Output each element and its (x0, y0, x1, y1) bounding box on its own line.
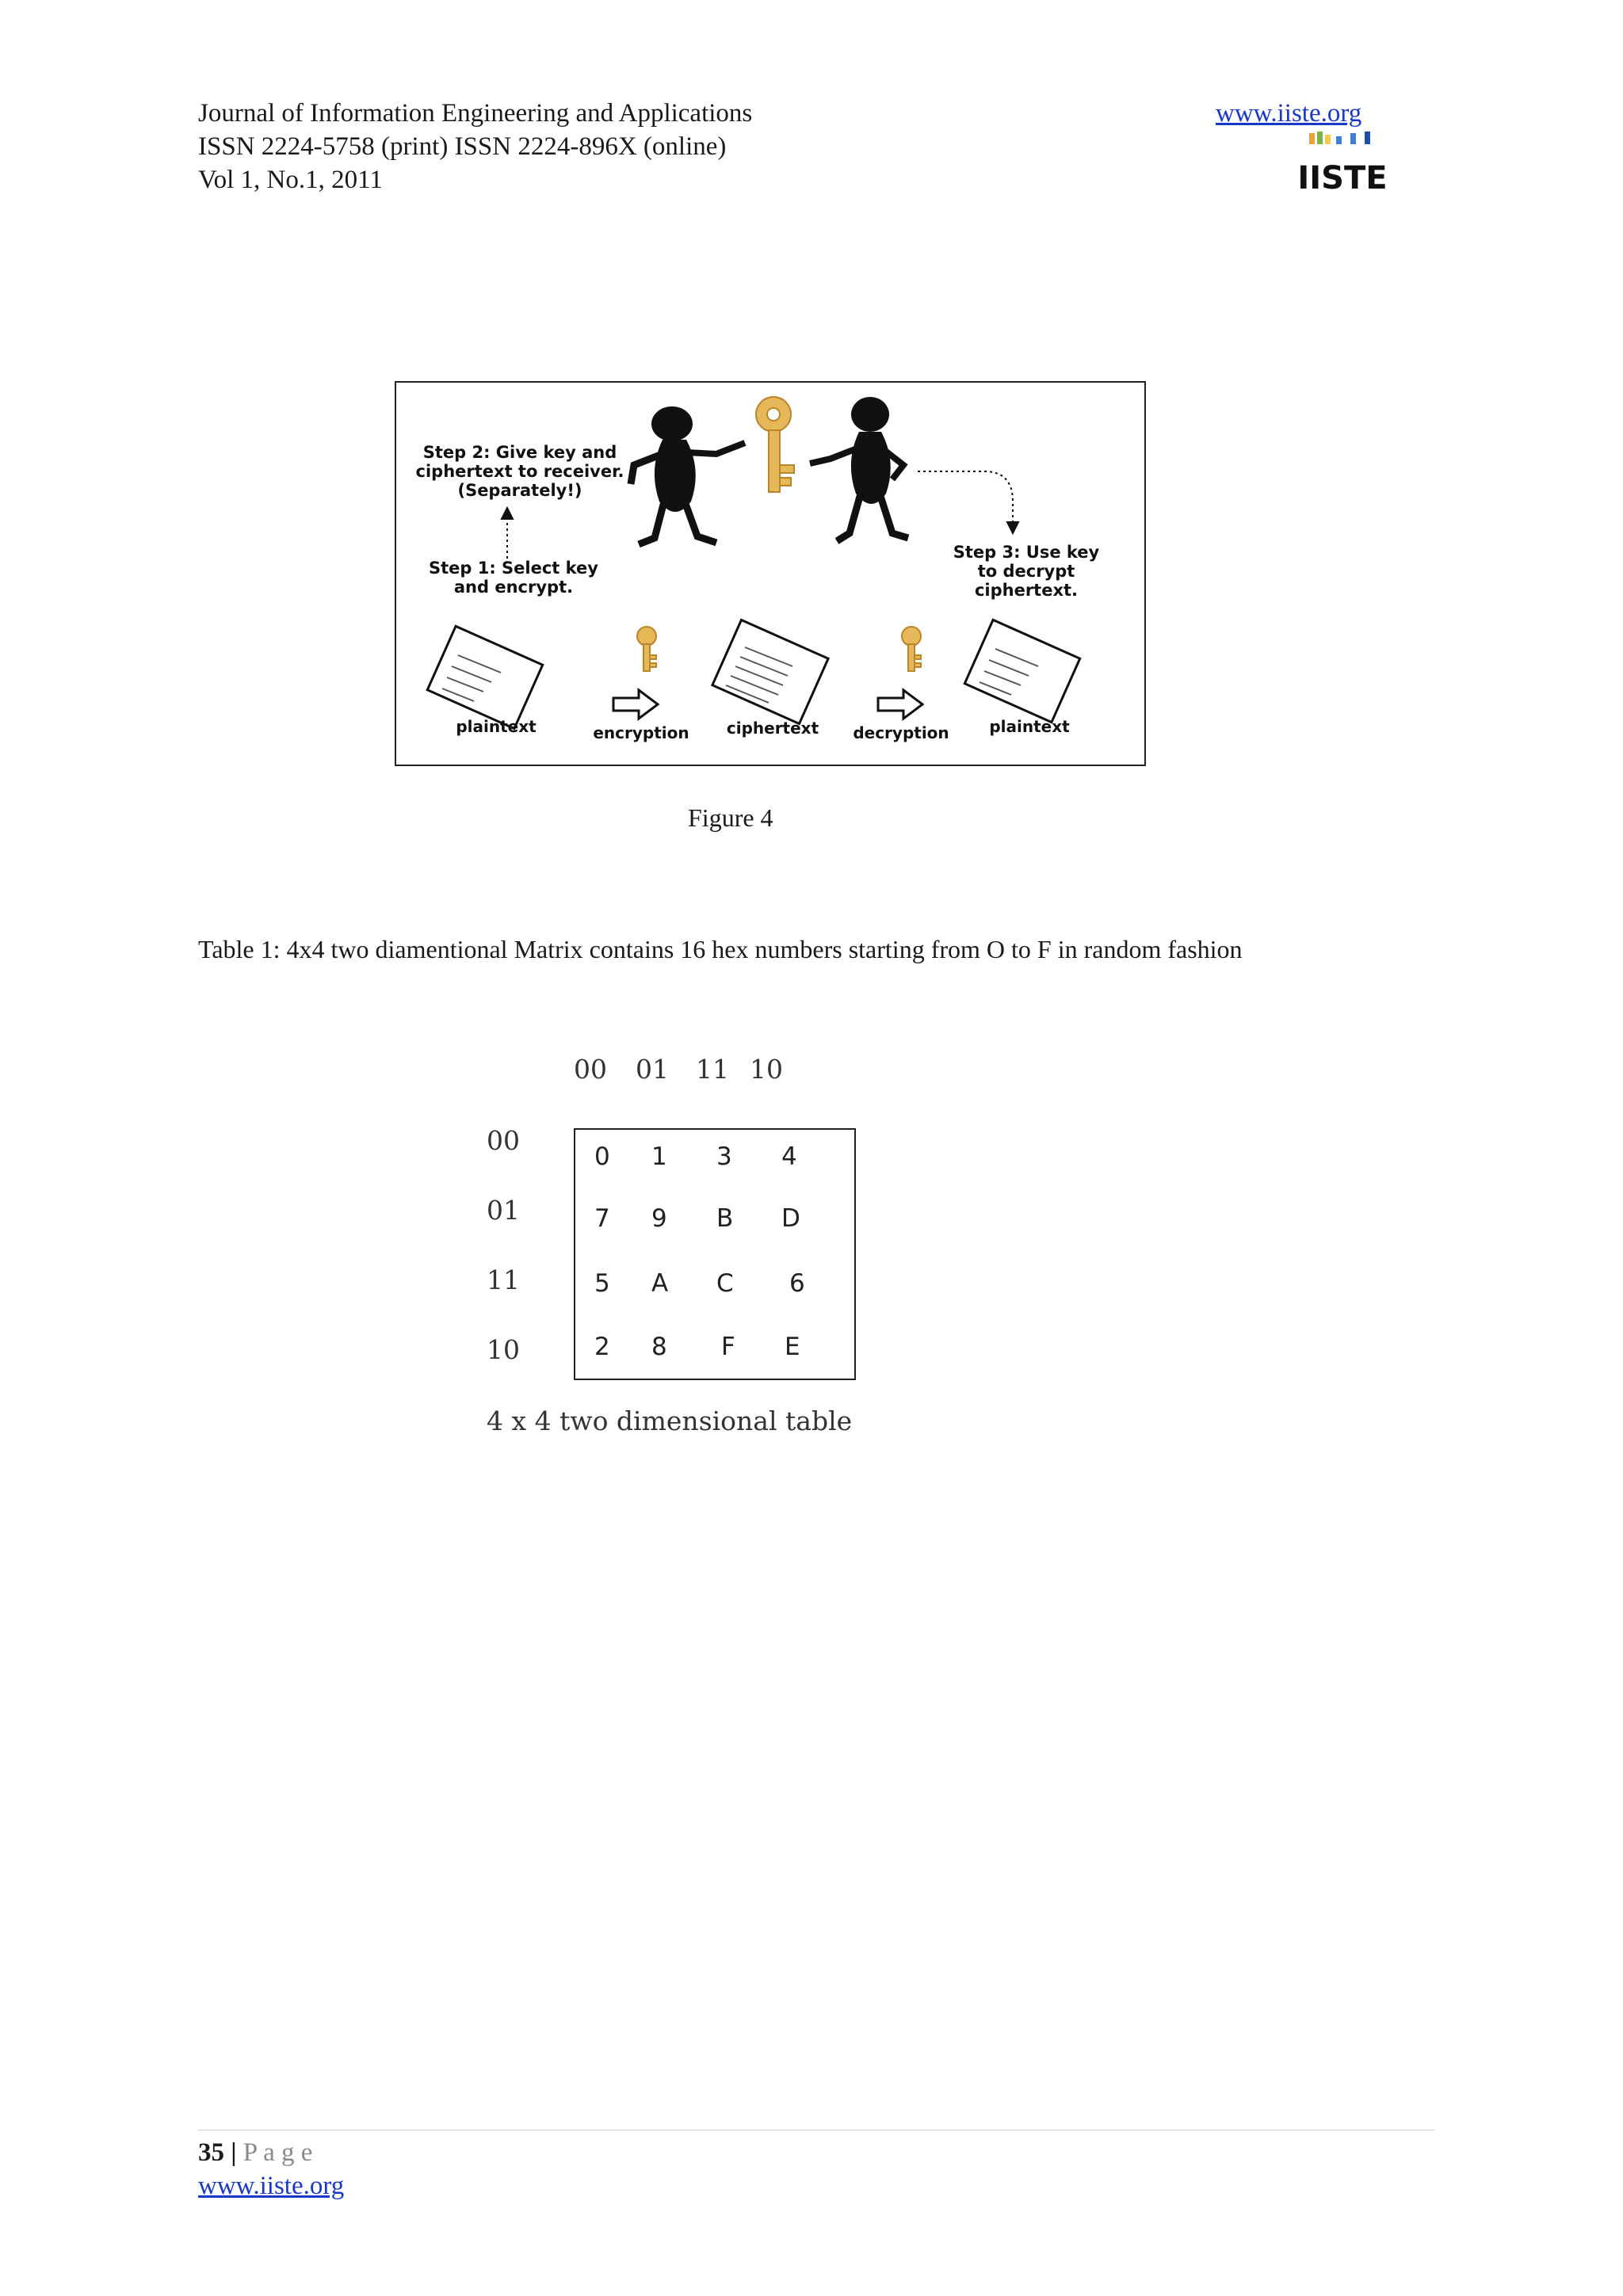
matrix-cell: C (716, 1269, 734, 1298)
header-website-link[interactable]: www.iiste.org (1216, 99, 1362, 128)
page-number: 35 (198, 2138, 224, 2167)
table-caption: Table 1: 4x4 two diamentional Matrix contains 16 hex numbers starting from O to F in random fashion (198, 935, 1243, 963)
plaintext-label: plaintext (456, 717, 537, 736)
matrix-cell: A (651, 1269, 669, 1298)
matrix-cell: F (721, 1333, 735, 1361)
logo-text: IISTE (1297, 160, 1388, 196)
plaintext-result-label: plaintext (989, 717, 1070, 736)
row-header: 01 (487, 1195, 520, 1226)
matrix-cell: 0 (594, 1142, 610, 1171)
decryption-key-icon (902, 627, 921, 671)
matrix-cell: D (781, 1204, 800, 1233)
journal-title: Journal of Information Engineering and Applications (198, 99, 753, 128)
footer-website-link[interactable]: www.iiste.org (198, 2172, 345, 2200)
step1-text: Step 1: Select key and encrypt. (428, 559, 598, 597)
plaintext-document-icon (427, 626, 542, 728)
matrix-cell: 4 (781, 1142, 797, 1171)
matrix-cell: 1 (651, 1142, 667, 1171)
row-header: 10 (487, 1334, 520, 1365)
figure-caption: Figure 4 (688, 803, 773, 832)
matrix-cell: 7 (594, 1204, 610, 1233)
receiver-figure-icon (810, 397, 908, 541)
iiste-logo (1297, 130, 1388, 196)
hex-matrix (475, 1046, 872, 1442)
decryption-arrow-icon (878, 690, 922, 719)
decryption-label: decryption (853, 723, 949, 742)
ciphertext-document-icon (712, 620, 828, 723)
matrix-cell: E (785, 1333, 800, 1361)
column-header: 11 (696, 1054, 729, 1085)
matrix-cell: 5 (594, 1269, 610, 1298)
matrix-cell: 9 (651, 1204, 667, 1233)
row-header: 00 (487, 1125, 520, 1156)
matrix-cell: 3 (716, 1142, 732, 1171)
footer-separator: | (231, 2138, 243, 2167)
encryption-label: encryption (593, 723, 689, 742)
to-step3-arrow-icon (918, 471, 1018, 533)
sender-figure-icon (631, 406, 745, 544)
column-header: 10 (750, 1054, 783, 1085)
page-footer (198, 2136, 312, 2169)
large-key-icon (756, 397, 794, 492)
ciphertext-label: ciphertext (726, 719, 819, 738)
decrypted-plaintext-document-icon (964, 620, 1079, 722)
issn-line: ISSN 2224-5758 (print) ISSN 2224-896X (online) (198, 132, 727, 161)
page-word: P a g e (242, 2138, 313, 2167)
encryption-arrow-icon (613, 690, 658, 719)
volume-line: Vol 1, No.1, 2011 (198, 166, 383, 194)
matrix-cell: B (716, 1204, 734, 1233)
matrix-box (574, 1128, 856, 1380)
matrix-label: 4 x 4 two dimensional table (487, 1405, 853, 1436)
column-header: 01 (636, 1054, 669, 1085)
column-header: 00 (574, 1054, 607, 1085)
matrix-cell: 6 (789, 1269, 805, 1298)
step2-text: Step 2: Give key and ciphertext to receiver. (Separately!) (415, 443, 624, 500)
step1-to-step2-arrow-icon (502, 508, 513, 559)
figure-4-frame (395, 381, 1146, 766)
matrix-cell: 8 (651, 1333, 667, 1361)
row-header: 11 (487, 1264, 520, 1295)
encryption-key-icon (637, 627, 656, 671)
matrix-cell: 2 (594, 1333, 610, 1361)
step3-text: Step 3: Use key to decrypt ciphertext. (953, 543, 1100, 600)
